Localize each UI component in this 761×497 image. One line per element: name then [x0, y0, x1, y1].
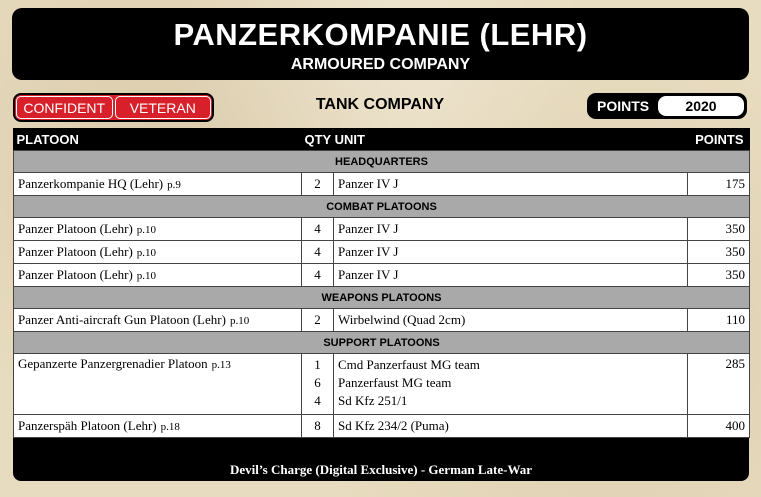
page-ref: p.18	[160, 421, 180, 433]
page-ref: p.9	[167, 179, 181, 191]
page-ref: p.10	[136, 224, 157, 236]
unit-value: Sd Kfz 251/1	[338, 393, 408, 408]
table-row	[14, 173, 750, 196]
unit-cell: Wirbelwind (Quad 2cm)	[334, 309, 688, 332]
platoon-cell	[14, 218, 302, 241]
unit-value: Panzerfaust MG team	[338, 375, 452, 390]
points-cell: 285	[688, 354, 750, 415]
table-row	[14, 241, 750, 264]
footer-source: Devil’s Charge (Digital Exclusive) - German Late-War	[229, 462, 533, 477]
qty-cell: 4	[302, 264, 334, 287]
motivation-rating: CONFIDENT	[16, 96, 113, 119]
qty-value: 4	[314, 393, 321, 408]
platoon-name: Panzer Anti-aircraft Gun Platoon (Lehr)	[18, 312, 226, 327]
platoon-cell	[14, 264, 302, 287]
qty-cell: 8	[302, 415, 334, 438]
points-box	[587, 93, 747, 119]
section-header-support: SUPPORT PLATOONS	[14, 332, 750, 354]
page-ref: p.10	[229, 315, 250, 327]
platoon-name: Panzer Platoon (Lehr)	[18, 221, 133, 236]
platoon-name: Panzerkompanie HQ (Lehr)	[18, 176, 164, 191]
points-cell: 350	[688, 218, 750, 241]
points-label: POINTS	[597, 98, 650, 114]
ratings-box	[13, 93, 214, 122]
table-row	[14, 218, 750, 241]
qty-cell: 2	[302, 309, 334, 332]
unit-cell	[334, 354, 688, 415]
unit-cell: Panzer IV J	[334, 264, 688, 287]
table-row	[14, 354, 750, 415]
qty-value: 1	[314, 357, 321, 372]
column-header-platoon: PLATOON	[14, 128, 302, 151]
platoon-cell	[14, 354, 302, 415]
section-header-weapons: WEAPONS PLATOONS	[14, 287, 750, 309]
unit-cell: Panzer IV J	[334, 218, 688, 241]
platoon-name: Panzerspäh Platoon (Lehr)	[18, 418, 157, 433]
platoon-name: Gepanzerte Panzergrenadier Platoon	[18, 356, 208, 371]
army-list-table	[13, 128, 749, 481]
section-header-combat: COMBAT PLATOONS	[14, 196, 750, 218]
page-ref: p.13	[211, 359, 231, 371]
points-cell: 350	[688, 264, 750, 287]
company-type: TANK COMPANY	[315, 96, 445, 113]
unit-cell: Panzer IV J	[334, 173, 688, 196]
table-header-row	[14, 128, 750, 151]
platoon-name: Panzer Platoon (Lehr)	[18, 244, 133, 259]
qty-cell	[302, 354, 334, 415]
unit-cell: Panzer IV J	[334, 241, 688, 264]
qty-cell: 2	[302, 173, 334, 196]
platoon-cell	[14, 415, 302, 438]
column-header-points: POINTS	[688, 128, 750, 151]
qty-value: 6	[314, 375, 321, 390]
table-row	[14, 415, 750, 438]
platoon-cell	[14, 309, 302, 332]
title-banner	[12, 8, 749, 80]
qty-cell: 4	[302, 241, 334, 264]
points-cell: 175	[688, 173, 750, 196]
column-header-qty-unit: QTY UNIT	[302, 128, 688, 151]
unit-cell: Sd Kfz 234/2 (Puma)	[334, 415, 688, 438]
points-cell: 110	[688, 309, 750, 332]
platoon-cell	[14, 173, 302, 196]
points-cell: 400	[688, 415, 750, 438]
platoon-cell	[14, 241, 302, 264]
page-title: PANZERKOMPANIE (LEHR)	[173, 17, 588, 52]
table-row	[14, 309, 750, 332]
skill-rating: VETERAN	[115, 96, 212, 119]
page-ref: p.10	[136, 270, 157, 282]
platoon-name: Panzer Platoon (Lehr)	[18, 267, 133, 282]
points-total: 2020	[658, 96, 744, 116]
points-cell: 350	[688, 241, 750, 264]
qty-cell: 4	[302, 218, 334, 241]
page-ref: p.10	[136, 247, 157, 259]
section-header-hq: HEADQUARTERS	[14, 151, 750, 173]
page-subtitle: ARMOURED COMPANY	[290, 56, 471, 73]
unit-value: Cmd Panzerfaust MG team	[338, 357, 480, 372]
table-row	[14, 264, 750, 287]
